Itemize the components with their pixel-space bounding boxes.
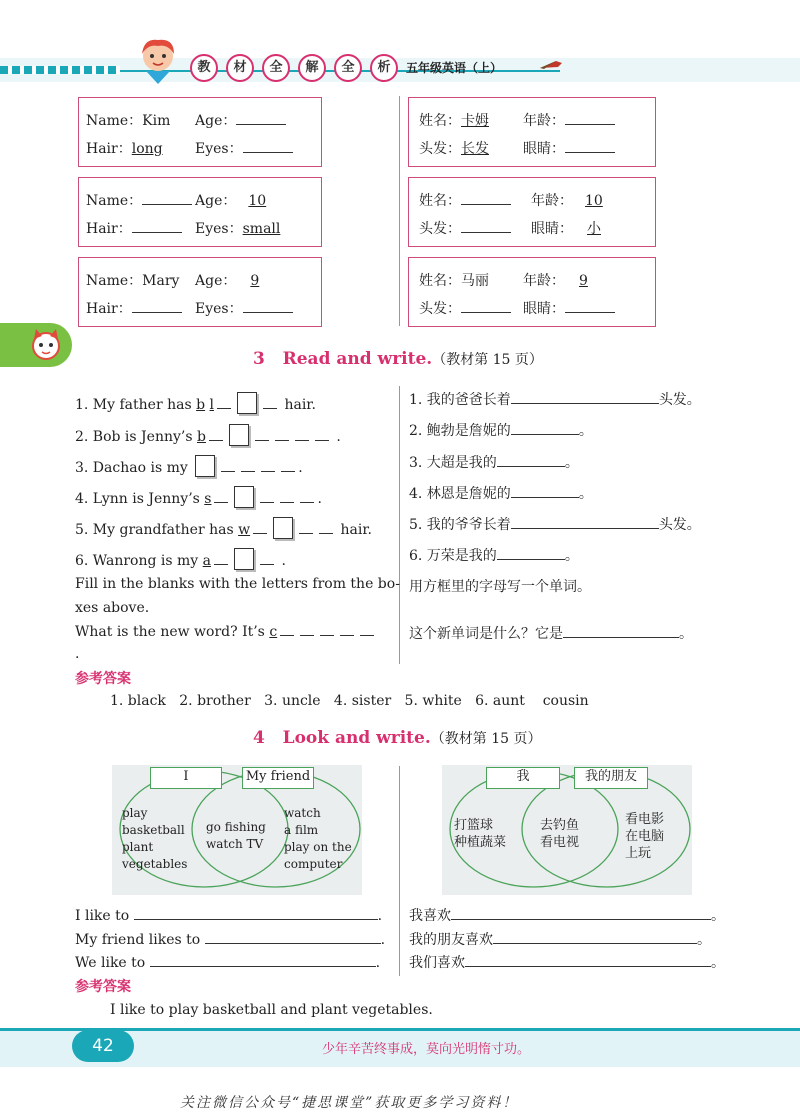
answer-text-3: 1. black 2. brother 3. uncle 4. sister 5. white 6. aunt cousin [110,693,589,709]
sentence-5: 5. My grandfather has w hair. [75,517,372,539]
zh-write-line-2: 我的朋友喜欢 。 [409,929,711,949]
question-zh: 这个新单词是什么？它是 。 [409,623,693,643]
name-field: 姓名：马丽 [419,273,489,289]
write-line-i-like: I like to . [75,905,382,924]
eyes-field: Eyes：small [195,221,281,237]
profile-card-zh-1 [408,97,656,167]
sentence-1: 1. My father has b l hair. [75,392,316,414]
hair-field: Hair：long [86,141,163,157]
venn-label-wo: 我 [486,767,560,789]
title-char-3: 全 [262,54,290,82]
bottom-note: 关注微信公众号“捷思课堂”获取更多学习资料！ [180,1095,519,1111]
fox-mascot-icon [28,327,64,363]
section-4-title: 4 Look and write.（教材第 15 页） [253,728,542,748]
answer-heading-3: 参考答案 [75,671,131,687]
title-char-6: 析 [370,54,398,82]
venn-right-text: watch a film play on the computer [284,806,352,871]
eyes-field: 眼睛： 小 [531,221,601,237]
answer-text-4: I like to play basketball and plant vegetables. [110,1002,433,1018]
section-3-title: 3 Read and write.（教材第 15 页） [253,349,543,369]
venn-middle-text: go fishing watch TV [206,820,266,851]
title-char-1: 教 [190,54,218,82]
eyes-field: Eyes： [195,138,293,158]
name-field: Name：Kim [86,113,171,129]
venn-label-i: I [150,767,222,789]
zh-write-line-3: 我们喜欢 。 [409,952,725,972]
title-char-5: 全 [334,54,362,82]
profile-card-en-1 [78,97,322,167]
title-char-4: 解 [298,54,326,82]
header-subtitle: 五年级英语（上） [406,61,503,75]
hair-field: 头发： [419,298,511,318]
pencil-icon [538,58,564,72]
eyes-field: 眼睛： [523,298,615,318]
mascot-icon [132,34,184,86]
column-divider-section3 [399,386,400,664]
age-field: Age： 10 [195,193,267,209]
zh-sentence-6: 6. 万荣是我的 。 [409,545,579,565]
age-field: 年龄： [523,110,615,130]
zh-sentence-3: 3. 大超是我的 。 [409,452,579,472]
sentence-2: 2. Bob is Jenny’s b . [75,424,341,446]
page-number: 42 [72,1030,134,1062]
instruction-en-line-1: Fill in the blanks with the letters from the bo- [75,576,400,592]
profile-card-zh-2 [408,177,656,247]
name-field: Name： [86,190,192,210]
sentence-3: 3. Dachao is my . [75,455,303,477]
column-divider-section4 [399,766,400,976]
header-stripe [0,66,120,74]
write-line-we-like: We like to . [75,952,380,971]
question-en: What is the new word? It’s c [75,624,377,640]
instruction-en-line-2: xes above. [75,600,150,616]
venn-zh-left-text: 打篮球 种植蔬菜 [454,818,507,850]
venn-zh-middle-text: 去钓鱼 看电视 [540,818,580,850]
age-field: Age： 9 [195,273,260,289]
hair-field: 头发：长发 [419,141,489,157]
venn-diagram-en [112,765,362,895]
profile-card-en-3 [78,257,322,327]
instruction-zh: 用方框里的字母写一个单词。 [409,579,591,595]
venn-diagram-zh [442,765,692,895]
profile-card-en-2 [78,177,322,247]
column-divider-top [399,96,400,326]
title-char-2: 材 [226,54,254,82]
zh-sentence-1: 1. 我的爸爸长着 头发。 [409,389,701,409]
write-line-friend-likes: My friend likes to . [75,929,385,948]
name-field: 姓名：卡姆 [419,113,489,129]
venn-zh-right-text: 看电影 在电脑 上玩 [625,812,665,861]
sentence-4: 4. Lynn is Jenny’s s . [75,486,322,508]
hair-field: 头发： [419,218,511,238]
age-field: Age： [195,110,286,130]
eyes-field: Eyes： [195,298,293,318]
venn-label-my-friend: My friend [242,767,314,789]
zh-sentence-2: 2. 鲍勃是詹妮的 。 [409,420,593,440]
zh-sentence-5: 5. 我的爷爷长着 头发。 [409,514,701,534]
age-field: 年龄： 10 [531,193,603,209]
zh-write-line-1: 我喜欢 。 [409,905,725,925]
name-field: 姓名： [419,190,511,210]
zh-sentence-4: 4. 林恩是詹妮的 。 [409,483,593,503]
name-field: Name：Mary [86,273,180,289]
hair-field: Hair： [86,218,182,238]
footer-motto: 少年辛苦终事成，莫向光明惰寸功。 [322,1042,531,1057]
sentence-6: 6. Wanrong is my a . [75,548,286,570]
answer-heading-4: 参考答案 [75,979,131,995]
eyes-field: 眼睛： [523,138,615,158]
venn-label-wo-de-pengyou: 我的朋友 [574,767,648,789]
age-field: 年龄： 9 [523,273,588,289]
venn-left-text: play basketball plant vegetables [122,806,188,871]
profile-card-zh-3 [408,257,656,327]
hair-field: Hair： [86,298,182,318]
question-en-end: . [75,646,80,662]
